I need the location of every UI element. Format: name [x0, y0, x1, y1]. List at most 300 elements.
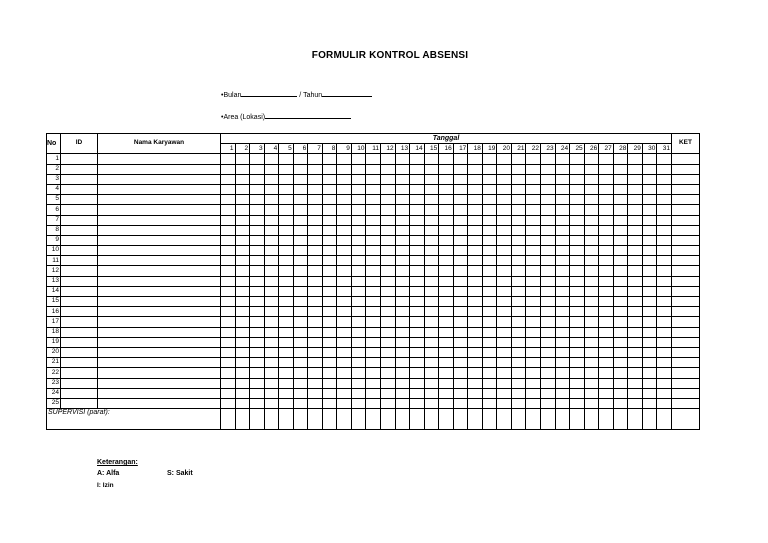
attendance-cell: [570, 378, 585, 388]
attendance-cell: [279, 246, 294, 256]
attendance-cell: [366, 246, 381, 256]
attendance-cell: [221, 195, 236, 205]
attendance-cell: [453, 378, 468, 388]
attendance-cell: [482, 307, 497, 317]
attendance-cell: [642, 184, 657, 194]
attendance-cell: [642, 256, 657, 266]
attendance-cell: [293, 225, 308, 235]
attendance-cell: [570, 164, 585, 174]
attendance-cell: [424, 164, 439, 174]
attendance-cell: [541, 266, 556, 276]
attendance-cell: [381, 164, 396, 174]
attendance-cell: [628, 154, 643, 164]
attendance-cell: [221, 337, 236, 347]
attendance-cell: [279, 297, 294, 307]
attendance-cell: [642, 368, 657, 378]
attendance-cell: [657, 337, 672, 347]
name-cell: [98, 154, 221, 164]
attendance-cell: [250, 215, 265, 225]
attendance-cell: [511, 266, 526, 276]
row-number: 21: [47, 358, 61, 368]
attendance-cell: [599, 347, 614, 357]
header-ket: KET: [671, 134, 699, 154]
table-row: [47, 195, 700, 205]
attendance-cell: [613, 174, 628, 184]
attendance-cell: [395, 317, 410, 327]
day-header: 25: [570, 144, 585, 154]
attendance-cell: [468, 256, 483, 266]
attendance-cell: [337, 378, 352, 388]
attendance-cell: [511, 225, 526, 235]
attendance-cell: [497, 215, 512, 225]
attendance-cell: [264, 195, 279, 205]
day-header: 20: [497, 144, 512, 154]
attendance-cell: [599, 388, 614, 398]
attendance-cell: [264, 266, 279, 276]
attendance-cell: [381, 307, 396, 317]
row-number: 22: [47, 368, 61, 378]
header-date-group: Tanggal: [221, 134, 672, 144]
attendance-cell: [395, 347, 410, 357]
attendance-cell: [395, 337, 410, 347]
attendance-cell: [308, 337, 323, 347]
attendance-cell: [511, 286, 526, 296]
attendance-cell: [439, 246, 454, 256]
attendance-cell: [293, 368, 308, 378]
attendance-cell: [439, 368, 454, 378]
attendance-cell: [264, 286, 279, 296]
attendance-cell: [293, 307, 308, 317]
attendance-cell: [250, 266, 265, 276]
attendance-cell: [468, 337, 483, 347]
header-no: No: [47, 134, 61, 154]
attendance-cell: [366, 307, 381, 317]
table-row: [47, 246, 700, 256]
attendance-cell: [250, 174, 265, 184]
attendance-cell: [628, 286, 643, 296]
attendance-cell: [395, 276, 410, 286]
attendance-cell: [395, 195, 410, 205]
day-header: 1: [221, 144, 236, 154]
legend-heading-text: Keterangan:: [97, 459, 138, 466]
attendance-cell: [381, 154, 396, 164]
attendance-cell: [322, 174, 337, 184]
attendance-cell: [468, 174, 483, 184]
attendance-cell: [613, 235, 628, 245]
attendance-cell: [410, 378, 425, 388]
attendance-cell: [555, 317, 570, 327]
attendance-cell: [613, 307, 628, 317]
supervisi-cell: [322, 409, 337, 430]
attendance-cell: [279, 368, 294, 378]
name-cell: [98, 205, 221, 215]
attendance-cell: [613, 327, 628, 337]
attendance-cell: [453, 347, 468, 357]
attendance-cell: [424, 266, 439, 276]
id-cell: [61, 368, 98, 378]
attendance-cell: [410, 286, 425, 296]
day-header: 12: [381, 144, 396, 154]
attendance-cell: [221, 286, 236, 296]
attendance-cell: [264, 347, 279, 357]
attendance-cell: [410, 195, 425, 205]
attendance-cell: [439, 398, 454, 408]
attendance-cell: [541, 337, 556, 347]
attendance-cell: [366, 225, 381, 235]
attendance-cell: [250, 358, 265, 368]
attendance-cell: [628, 246, 643, 256]
attendance-cell: [468, 154, 483, 164]
attendance-cell: [613, 368, 628, 378]
attendance-cell: [628, 297, 643, 307]
attendance-cell: [497, 358, 512, 368]
legend-alfa-text: A: Alfa: [97, 470, 120, 477]
attendance-cell: [599, 307, 614, 317]
attendance-cell: [293, 398, 308, 408]
name-cell: [98, 286, 221, 296]
attendance-cell: [366, 195, 381, 205]
attendance-cell: [497, 164, 512, 174]
attendance-cell: [613, 297, 628, 307]
attendance-cell: [599, 276, 614, 286]
attendance-cell: [555, 337, 570, 347]
attendance-cell: [439, 337, 454, 347]
row-number: 7: [47, 215, 61, 225]
attendance-cell: [570, 347, 585, 357]
attendance-cell: [468, 368, 483, 378]
attendance-cell: [221, 307, 236, 317]
attendance-cell: [511, 388, 526, 398]
attendance-cell: [337, 266, 352, 276]
attendance-cell: [642, 195, 657, 205]
supervisi-cell: [453, 409, 468, 430]
attendance-cell: [657, 327, 672, 337]
attendance-cell: [497, 297, 512, 307]
attendance-cell: [293, 276, 308, 286]
attendance-cell: [657, 154, 672, 164]
attendance-cell: [424, 235, 439, 245]
attendance-cell: [424, 307, 439, 317]
table-row: [47, 368, 700, 378]
ket-cell: [671, 195, 699, 205]
name-cell: [98, 368, 221, 378]
supervisi-ket-cell: [671, 409, 699, 430]
day-header: 31: [657, 144, 672, 154]
attendance-cell: [453, 368, 468, 378]
supervisi-cell: [279, 409, 294, 430]
attendance-cell: [424, 327, 439, 337]
day-header: 17: [453, 144, 468, 154]
id-cell: [61, 205, 98, 215]
attendance-cell: [628, 347, 643, 357]
ket-cell: [671, 235, 699, 245]
attendance-cell: [642, 286, 657, 296]
attendance-cell: [628, 184, 643, 194]
attendance-cell: [351, 327, 366, 337]
attendance-cell: [511, 337, 526, 347]
attendance-cell: [250, 388, 265, 398]
attendance-cell: [308, 276, 323, 286]
attendance-cell: [221, 398, 236, 408]
attendance-cell: [293, 266, 308, 276]
attendance-cell: [453, 256, 468, 266]
attendance-cell: [279, 174, 294, 184]
attendance-cell: [526, 205, 541, 215]
attendance-cell: [642, 297, 657, 307]
supervisi-cell: [526, 409, 541, 430]
attendance-cell: [642, 174, 657, 184]
attendance-cell: [628, 164, 643, 174]
attendance-cell: [468, 195, 483, 205]
row-number: 16: [47, 307, 61, 317]
row-number: 18: [47, 327, 61, 337]
attendance-cell: [337, 205, 352, 215]
attendance-cell: [439, 327, 454, 337]
attendance-cell: [381, 205, 396, 215]
attendance-cell: [584, 337, 599, 347]
attendance-cell: [424, 337, 439, 347]
attendance-cell: [308, 195, 323, 205]
name-cell: [98, 297, 221, 307]
attendance-cell: [468, 225, 483, 235]
attendance-cell: [221, 164, 236, 174]
id-cell: [61, 307, 98, 317]
attendance-cell: [308, 286, 323, 296]
attendance-cell: [322, 337, 337, 347]
attendance-cell: [381, 286, 396, 296]
attendance-cell: [424, 184, 439, 194]
attendance-cell: [279, 184, 294, 194]
attendance-cell: [453, 388, 468, 398]
attendance-cell: [511, 256, 526, 266]
attendance-cell: [235, 266, 250, 276]
attendance-cell: [657, 205, 672, 215]
day-header: 27: [599, 144, 614, 154]
attendance-cell: [250, 307, 265, 317]
attendance-cell: [584, 215, 599, 225]
attendance-cell: [235, 286, 250, 296]
day-header: 14: [410, 144, 425, 154]
attendance-cell: [235, 154, 250, 164]
supervisi-cell: [468, 409, 483, 430]
table-row: [47, 215, 700, 225]
attendance-cell: [337, 164, 352, 174]
attendance-cell: [613, 276, 628, 286]
attendance-cell: [410, 368, 425, 378]
attendance-cell: [235, 327, 250, 337]
ket-cell: [671, 347, 699, 357]
attendance-cell: [221, 368, 236, 378]
attendance-cell: [322, 205, 337, 215]
attendance-cell: [482, 337, 497, 347]
attendance-cell: [657, 266, 672, 276]
attendance-cell: [293, 378, 308, 388]
attendance-cell: [279, 337, 294, 347]
attendance-cell: [250, 337, 265, 347]
attendance-cell: [235, 388, 250, 398]
ket-cell: [671, 398, 699, 408]
attendance-cell: [511, 368, 526, 378]
attendance-cell: [657, 276, 672, 286]
attendance-cell: [279, 317, 294, 327]
attendance-cell: [570, 154, 585, 164]
attendance-cell: [351, 368, 366, 378]
attendance-cell: [337, 358, 352, 368]
attendance-cell: [293, 358, 308, 368]
attendance-cell: [439, 358, 454, 368]
attendance-cell: [570, 266, 585, 276]
attendance-cell: [555, 358, 570, 368]
attendance-cell: [570, 184, 585, 194]
attendance-cell: [584, 276, 599, 286]
attendance-cell: [366, 154, 381, 164]
attendance-cell: [453, 317, 468, 327]
attendance-cell: [366, 337, 381, 347]
attendance-cell: [322, 358, 337, 368]
day-header: 6: [293, 144, 308, 154]
attendance-cell: [410, 398, 425, 408]
supervisi-cell: [410, 409, 425, 430]
attendance-cell: [439, 266, 454, 276]
attendance-cell: [482, 388, 497, 398]
year-blank-line: [322, 90, 372, 97]
attendance-cell: [235, 276, 250, 286]
attendance-cell: [424, 205, 439, 215]
id-cell: [61, 358, 98, 368]
attendance-cell: [657, 174, 672, 184]
attendance-cell: [526, 317, 541, 327]
attendance-cell: [541, 307, 556, 317]
ket-cell: [671, 388, 699, 398]
attendance-cell: [511, 195, 526, 205]
day-header: 10: [351, 144, 366, 154]
row-number: 20: [47, 347, 61, 357]
attendance-cell: [410, 297, 425, 307]
attendance-cell: [613, 378, 628, 388]
area-label: •Area (Lokasi): [221, 114, 266, 121]
supervisi-cell: [541, 409, 556, 430]
name-cell: [98, 388, 221, 398]
table-row: [47, 327, 700, 337]
attendance-cell: [308, 327, 323, 337]
attendance-cell: [351, 286, 366, 296]
attendance-cell: [250, 347, 265, 357]
attendance-cell: [264, 215, 279, 225]
attendance-cell: [657, 246, 672, 256]
attendance-cell: [424, 378, 439, 388]
attendance-cell: [381, 388, 396, 398]
ket-cell: [671, 307, 699, 317]
attendance-cell: [482, 266, 497, 276]
attendance-cell: [308, 256, 323, 266]
attendance-cell: [628, 225, 643, 235]
attendance-cell: [526, 337, 541, 347]
attendance-cell: [395, 184, 410, 194]
row-number: 13: [47, 276, 61, 286]
day-header: 16: [439, 144, 454, 154]
supervisi-cell: [381, 409, 396, 430]
attendance-cell: [628, 327, 643, 337]
attendance-cell: [482, 317, 497, 327]
ket-cell: [671, 256, 699, 266]
attendance-cell: [628, 358, 643, 368]
attendance-cell: [541, 195, 556, 205]
attendance-cell: [628, 307, 643, 317]
attendance-cell: [642, 164, 657, 174]
ket-cell: [671, 225, 699, 235]
table-row: [47, 388, 700, 398]
attendance-cell: [264, 378, 279, 388]
attendance-cell: [584, 154, 599, 164]
attendance-cell: [599, 358, 614, 368]
attendance-cell: [381, 184, 396, 194]
id-cell: [61, 398, 98, 408]
attendance-cell: [584, 388, 599, 398]
attendance-cell: [526, 225, 541, 235]
attendance-cell: [555, 195, 570, 205]
attendance-table: [46, 133, 700, 430]
attendance-cell: [642, 276, 657, 286]
table-row: [47, 378, 700, 388]
attendance-cell: [366, 327, 381, 337]
attendance-cell: [308, 235, 323, 245]
supervisi-cell: [221, 409, 236, 430]
attendance-cell: [526, 256, 541, 266]
attendance-cell: [279, 235, 294, 245]
attendance-cell: [570, 398, 585, 408]
attendance-cell: [439, 378, 454, 388]
attendance-cell: [351, 297, 366, 307]
attendance-cell: [453, 398, 468, 408]
attendance-cell: [453, 235, 468, 245]
supervisi-cell: [308, 409, 323, 430]
attendance-cell: [439, 317, 454, 327]
attendance-cell: [584, 286, 599, 296]
name-cell: [98, 174, 221, 184]
attendance-cell: [381, 327, 396, 337]
attendance-cell: [613, 388, 628, 398]
attendance-cell: [351, 164, 366, 174]
attendance-cell: [599, 235, 614, 245]
attendance-cell: [395, 235, 410, 245]
attendance-cell: [657, 195, 672, 205]
id-cell: [61, 154, 98, 164]
attendance-cell: [351, 235, 366, 245]
attendance-cell: [570, 337, 585, 347]
attendance-cell: [613, 398, 628, 408]
attendance-cell: [570, 307, 585, 317]
attendance-cell: [642, 225, 657, 235]
attendance-cell: [526, 215, 541, 225]
attendance-cell: [541, 347, 556, 357]
attendance-cell: [613, 205, 628, 215]
attendance-cell: [628, 317, 643, 327]
attendance-cell: [497, 286, 512, 296]
attendance-cell: [570, 388, 585, 398]
attendance-cell: [424, 368, 439, 378]
attendance-cell: [410, 235, 425, 245]
attendance-cell: [541, 297, 556, 307]
attendance-cell: [468, 307, 483, 317]
attendance-cell: [264, 205, 279, 215]
attendance-cell: [308, 154, 323, 164]
attendance-cell: [221, 266, 236, 276]
attendance-cell: [381, 235, 396, 245]
table-row: [47, 235, 700, 245]
attendance-cell: [453, 225, 468, 235]
attendance-cell: [351, 256, 366, 266]
attendance-cell: [584, 378, 599, 388]
